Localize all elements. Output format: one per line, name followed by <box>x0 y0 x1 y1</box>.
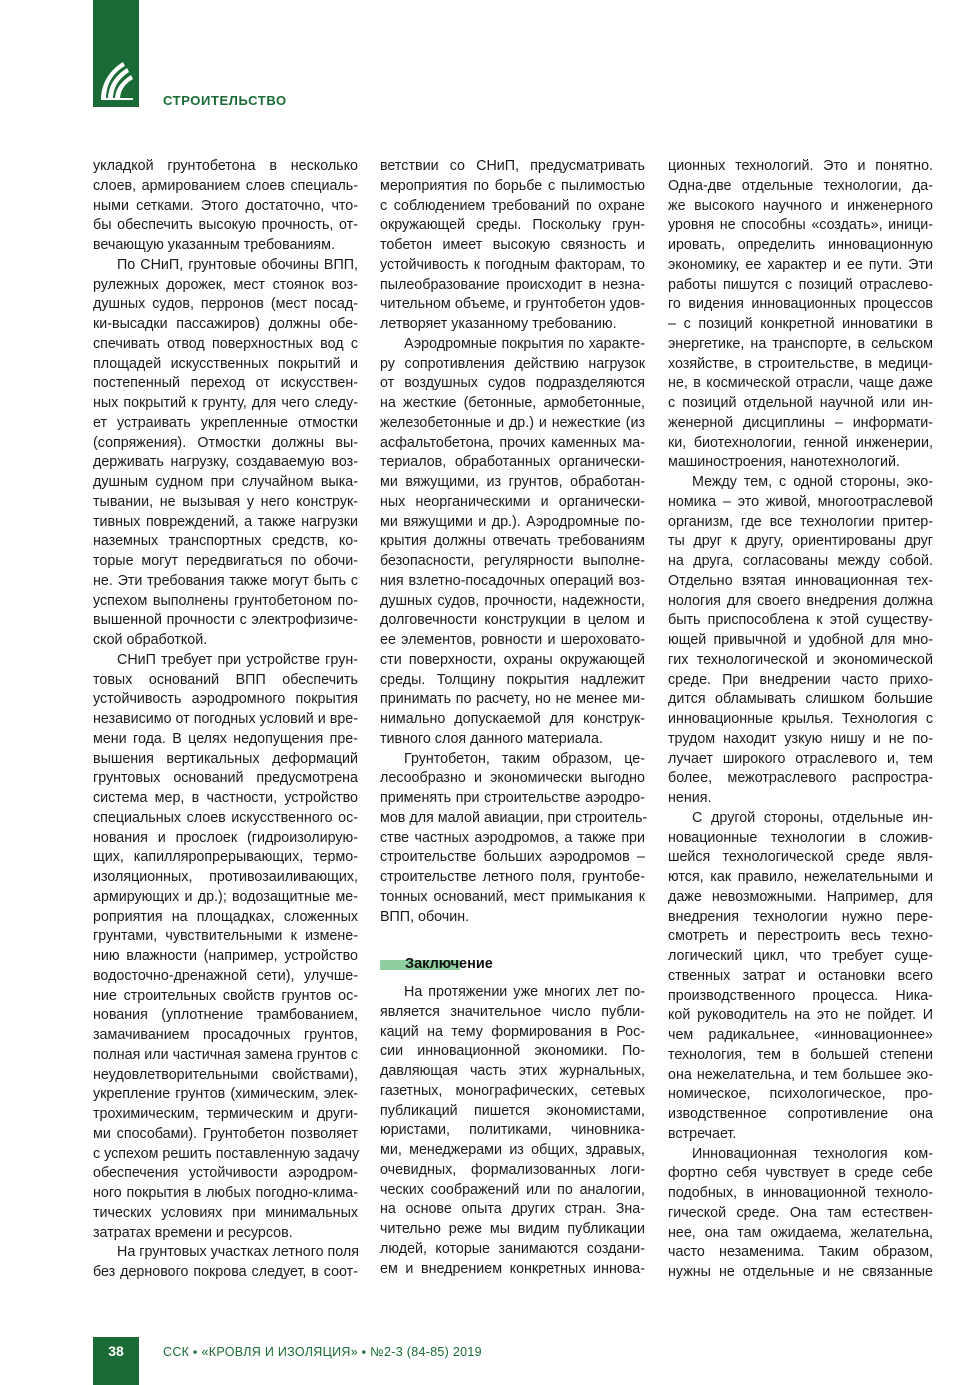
text-line: принимать по расчету, но не менее ми- <box>380 691 645 708</box>
text-line: (сопряжения). Отмостки должны вы- <box>93 434 358 451</box>
text-line: ми вяжущими, из грунтов, обработан- <box>380 474 645 490</box>
text-line: же высокого научного и инженерного <box>668 197 933 214</box>
text-line: фортно себя чувствует в среде себе <box>668 1165 933 1182</box>
text-line: экономику, ее характер и ее пути. Эти <box>668 256 933 273</box>
text-line: строительстве летного поля, грунтобе- <box>380 869 645 885</box>
text-line: более, межотраслевого распростра- <box>668 770 933 787</box>
text-line: водосточно-дренажной сети), улучше- <box>93 967 358 984</box>
text-line: не. Эти требования также могут быть с <box>93 572 358 589</box>
text-line: шейся технологической среде явля- <box>668 849 933 866</box>
text-line: быть приспособлена к этой существу- <box>668 612 933 629</box>
section-heading: Заключение <box>405 956 493 972</box>
text-line: людей, которые занимаются создани- <box>380 1240 645 1257</box>
text-line: внедрения технологии нужно пере- <box>668 908 933 925</box>
text-line: нования и прослоек (гидроизолирую- <box>93 829 358 846</box>
text-line: среды. Толщину покрытия надлежит <box>380 671 645 688</box>
text-line: номика – это живой, многоотраслевой <box>668 493 933 510</box>
text-line: тобетон имеет высокую связность и <box>380 237 645 253</box>
text-line: дится обламывать слишком большие <box>668 691 933 708</box>
text-line: нения. <box>668 790 712 806</box>
text-line: инновационные крылья. Технология с <box>668 711 933 727</box>
text-line: уровня не способны «создать», иници- <box>668 217 933 234</box>
text-line: ными сетками. Этого достаточно, что- <box>93 197 358 214</box>
text-line: замачиванием просадочных грунтов, <box>93 1027 358 1043</box>
text-line: даже невозможными. Например, для <box>668 888 933 905</box>
text-line: ческих соображений или по аналогии, <box>380 1181 645 1198</box>
text-column-1 <box>93 157 358 1283</box>
text-line: встречает. <box>668 1125 737 1142</box>
text-line: на основе опыта других стран. Зна- <box>380 1201 645 1218</box>
text-line: нее, она там ожидаема, желательна, <box>668 1224 933 1241</box>
text-line: ки, биотехнологии, генной инженерии, <box>668 434 933 451</box>
text-line: окружающей среды. Поскольку грун- <box>380 217 645 234</box>
text-line: сти поверхности, охраны окружающей <box>380 651 645 668</box>
text-line: каций на тему формирования в Рос- <box>380 1023 645 1040</box>
text-line: асфальтобетона, прочих каменных ма- <box>380 434 645 451</box>
text-line: ми способами). Грунтобетон позволяет <box>93 1125 358 1142</box>
text-line: тивного слоя данного материала. <box>380 730 603 747</box>
text-line: ВПП, обочин. <box>380 908 470 925</box>
text-line: сии инновационной экономики. По- <box>380 1043 645 1060</box>
section-heading-wrapper <box>380 957 645 979</box>
text-line: обеспечения устойчивости аэродром- <box>93 1165 358 1182</box>
text-line: нимально допускаемой для конструк- <box>380 711 645 727</box>
text-line: нужны не отдельные и не связанные <box>668 1264 933 1280</box>
text-line: долговечности конструкции в целом и <box>380 612 645 629</box>
text-line: применять при строительстве аэродро- <box>380 790 645 806</box>
text-line: пылеобразование происходит в незна- <box>380 276 645 293</box>
text-line: ционных технологий. Это и понятно. <box>668 158 933 174</box>
text-line: от воздушных судов подразделяются <box>380 375 645 392</box>
text-line: ных покрытий к грунту, для чего следу- <box>93 395 358 411</box>
text-line: хозяйстве, в строительстве, в медици- <box>668 355 933 372</box>
text-line: ного покрытия в любых погодно-клима- <box>93 1185 358 1201</box>
text-line: успехом выполнены грунтобетоном по- <box>93 592 358 609</box>
text-line: лесообразно и экономически выгодно <box>380 770 645 787</box>
text-line: железобетонные и др.) и нежесткие (из <box>380 414 645 431</box>
text-line: является значительное число публи- <box>380 1003 645 1020</box>
text-line: номическое, психологическое, про- <box>668 1086 933 1103</box>
text-line: душным судном при случайном выка- <box>93 474 358 490</box>
text-line: публикаций пишется экономистами, <box>380 1102 645 1119</box>
text-line: стве частных аэродромов, а также при <box>380 829 645 846</box>
text-line: изоляционных, противозаиливающих, <box>93 869 358 885</box>
text-line: вышения вертикальных деформаций <box>93 750 358 767</box>
text-line: спечивать отвод поверхностных вод с <box>93 335 358 352</box>
text-line: на друга, согласованы между собой. <box>668 553 933 569</box>
text-line: специальных слоев искусственного ос- <box>93 809 358 826</box>
text-line: женерной дисциплины – информати- <box>668 414 933 431</box>
text-line: ми вяжущими и др.). Аэродромные по- <box>380 513 645 530</box>
text-line: На грунтовых участках летного поля <box>117 1244 360 1261</box>
page-number-block <box>93 1337 139 1385</box>
text-line: с позиций отдельной научной или ин- <box>668 395 933 411</box>
text-line: энергетике, на транспорте, в сельском <box>668 335 933 352</box>
text-line: держивать нагрузку, создаваемую воз- <box>93 454 358 471</box>
text-line: армирующих и др.); водозащитные ме- <box>93 888 358 905</box>
text-line: нология для своего внедрения должна <box>668 592 933 609</box>
text-line: летворяет указанному требованию. <box>380 316 617 332</box>
text-line: с успехом решить поставленную задачу <box>93 1145 360 1162</box>
text-line: ных неорганическими и органически- <box>380 493 645 510</box>
text-column-3 <box>668 157 933 1283</box>
text-line: трохимическим, термическим и други- <box>93 1106 358 1122</box>
text-line: устойчивость к погодным факторам, то <box>380 256 645 273</box>
text-line: По СНиП, грунтовые обочины ВПП, <box>117 256 358 273</box>
text-line: ки-высадки пассажиров) должны обе- <box>93 316 358 332</box>
text-line: ем и внедрением конкретных иннова- <box>380 1260 645 1277</box>
text-line: ет устраивать укрепленные отмостки <box>93 414 358 431</box>
text-line: чем радикальнее, «инновационнее» <box>668 1027 933 1043</box>
text-line: постепенный переход от искусствен- <box>93 375 358 392</box>
text-line: на жесткие (бетонные, армобетонные, <box>380 395 645 411</box>
text-line: щих, капилляропрерывающих, термо- <box>93 849 358 866</box>
text-line: ющей привычной и удобной для мно- <box>668 632 933 648</box>
text-line: чительно реже мы видим публикации <box>380 1221 645 1237</box>
text-line: производственного процесса. Ника- <box>668 987 933 1004</box>
stylized-wave-logo-icon <box>97 56 135 102</box>
text-line: грунтами, чувствительными к измене- <box>93 928 358 945</box>
text-line: ру сопротивления действию нагрузок <box>380 355 645 372</box>
text-line: лучает широкого отраслевого и, тем <box>668 750 933 767</box>
text-line: часто незаменима. Таким образом, <box>668 1244 933 1261</box>
text-line: с соблюдением требований по охране <box>380 197 645 214</box>
text-line: ее элементов, ровности и шероховато- <box>380 632 645 648</box>
text-line: Грунтобетон, таким образом, це- <box>404 750 645 767</box>
text-line: гической среде. Она там естествен- <box>668 1204 933 1221</box>
text-line: Аэродромные покрытия по характе- <box>404 335 645 352</box>
text-line: вечающую указанным требованиям. <box>93 237 335 253</box>
text-line: чительном объеме, и грунтобетон удов- <box>380 296 645 313</box>
text-line: ственных затрат и остановки всего <box>668 967 933 984</box>
text-line: трудом находит узкую нишу и не по- <box>668 730 933 747</box>
text-line: укладкой грунтобетона в несколько <box>93 158 358 174</box>
text-line: газетных, монографических, сетевых <box>380 1082 645 1099</box>
text-line: затратах времени и ресурсов. <box>93 1224 293 1241</box>
text-line: торые могут передвигаться по обочи- <box>93 553 358 569</box>
text-line: мов для малой авиации, при строитель- <box>380 809 648 826</box>
text-line: СНиП требует при устройстве грун- <box>117 651 358 668</box>
text-line: новационные технологии в сложив- <box>668 829 933 846</box>
text-line: неудовлетворительными свойствами), <box>93 1066 358 1083</box>
text-line: полная или частичная замена грунтов с <box>93 1046 358 1063</box>
text-line: ние строительных свойств грунтов ос- <box>93 987 358 1004</box>
text-line: очевидных, формализованных логи- <box>380 1161 645 1178</box>
text-line: ской обработкой. <box>93 632 208 648</box>
text-line: не, в космической отрасли, чаще даже <box>668 375 933 392</box>
text-line: смотреть и перестроить весь техно- <box>668 928 933 945</box>
text-line: ты друг к другу, ориентированы друг <box>668 533 933 550</box>
text-line: укрепление грунтов (химическим, элек- <box>93 1086 358 1103</box>
text-line: ветствии со СНиП, предусматривать <box>380 158 645 174</box>
text-line: тивных повреждений, а также нагрузки <box>93 513 358 530</box>
text-line: кой руководитель на это не пойдет. И <box>668 1007 933 1024</box>
text-line: С другой стороны, отдельные ин- <box>692 809 933 826</box>
text-line: Одна-две отдельные технологии, да- <box>668 177 933 194</box>
text-line: – с позиций конкретной инноватики в <box>668 316 933 332</box>
text-line: ми, менеджерами из общих, здравых, <box>380 1142 645 1158</box>
text-line: тических условиях при минимальных <box>93 1204 358 1221</box>
text-line: крытия должны отвечать требованиям <box>380 533 645 550</box>
text-line: технология, тем в большей степени <box>668 1046 933 1063</box>
text-line: мероприятия по борьбе с пылимостью <box>380 177 645 194</box>
text-line: мени года. В целях недопущения пре- <box>93 730 358 747</box>
text-line: машиностроения, нанотехнологий. <box>668 454 900 471</box>
text-line: ировать, определить инновационную <box>668 237 933 253</box>
header-color-bar <box>93 0 139 107</box>
text-line: юристами, политиками, чиновника- <box>380 1122 645 1139</box>
text-line: наземных транспортных средств, ко- <box>93 533 358 550</box>
text-line: бы обеспечить высокую прочность, от- <box>93 217 358 234</box>
text-line: ния взлетно-посадочных операций воз- <box>380 572 645 589</box>
text-line: она нежелательна, и тем большее эко- <box>668 1066 933 1083</box>
text-line: Между тем, с одной стороны, эко- <box>692 474 933 490</box>
section-label: СТРОИТЕЛЬСТВО <box>163 93 287 108</box>
text-line: работы пишутся с позиций отраслево- <box>668 276 933 293</box>
text-line: логический цикл, что требует суще- <box>668 948 933 964</box>
text-line: без дернового покрова следует, в соот- <box>93 1264 358 1280</box>
text-line: система мер, в частности, устройство <box>93 790 358 806</box>
text-line: слоев, армированием слоев специаль- <box>93 177 358 194</box>
text-line: устойчивость аэродромного покрытия <box>93 691 358 708</box>
text-column-2 <box>380 157 648 1279</box>
page-number: 38 <box>108 1343 124 1359</box>
text-line: безопасности, регулярности выполне- <box>380 553 645 569</box>
text-line: площадей искусственных покрытий и <box>93 355 358 372</box>
text-line: душных судов, перронов (мест посад- <box>93 296 358 313</box>
text-line: ются, как правило, нежелательными и <box>668 869 933 885</box>
text-line: нования (уплотнение трамбованием, <box>93 1007 358 1024</box>
text-line: независимо от погодных условий и вре- <box>93 711 358 727</box>
text-line: строительстве больших аэродромов – <box>380 849 645 866</box>
text-line: изводственное сопротивление она <box>668 1106 933 1122</box>
text-line: На протяжении уже многих лет по- <box>404 984 645 1000</box>
text-line: товых оснований ВПП обеспечить <box>93 671 358 688</box>
text-line: нию влажности (например, устройство <box>93 948 358 964</box>
text-line: териалов, обработанных органически- <box>380 454 645 471</box>
text-line: вышенной прочности с электрофизиче- <box>93 612 358 629</box>
text-line: Инновационная технология ком- <box>692 1145 933 1162</box>
text-line: организм, где все технологии притер- <box>668 513 933 530</box>
text-line: го видения инновационных процессов <box>668 296 933 313</box>
text-line: гих технологической и экономической <box>668 651 933 668</box>
text-line: душных судов, прочности, надежности, <box>380 592 645 609</box>
text-line: тывании, не вызывая у него конструк- <box>93 493 358 510</box>
text-line: подобных, в инновационной техноло- <box>668 1185 933 1201</box>
text-line: Отдельно взятая инновационная тех- <box>668 572 933 589</box>
text-line: тонных оснований, мест примыкания к <box>380 888 645 905</box>
text-line: среде. При внедрении часто прихо- <box>668 671 933 688</box>
text-line: грунтовых оснований предусмотрена <box>93 770 358 787</box>
publication-info: ССК ▪ «КРОВЛЯ И ИЗОЛЯЦИЯ» ▪ №2-3 (84-85) 2019 <box>163 1345 482 1359</box>
text-line: давляющая часть этих журнальных, <box>380 1063 645 1079</box>
text-line: роприятия на площадках, сложенных <box>93 908 358 925</box>
text-line: рулежных дорожек, мест стоянок воз- <box>93 276 358 293</box>
